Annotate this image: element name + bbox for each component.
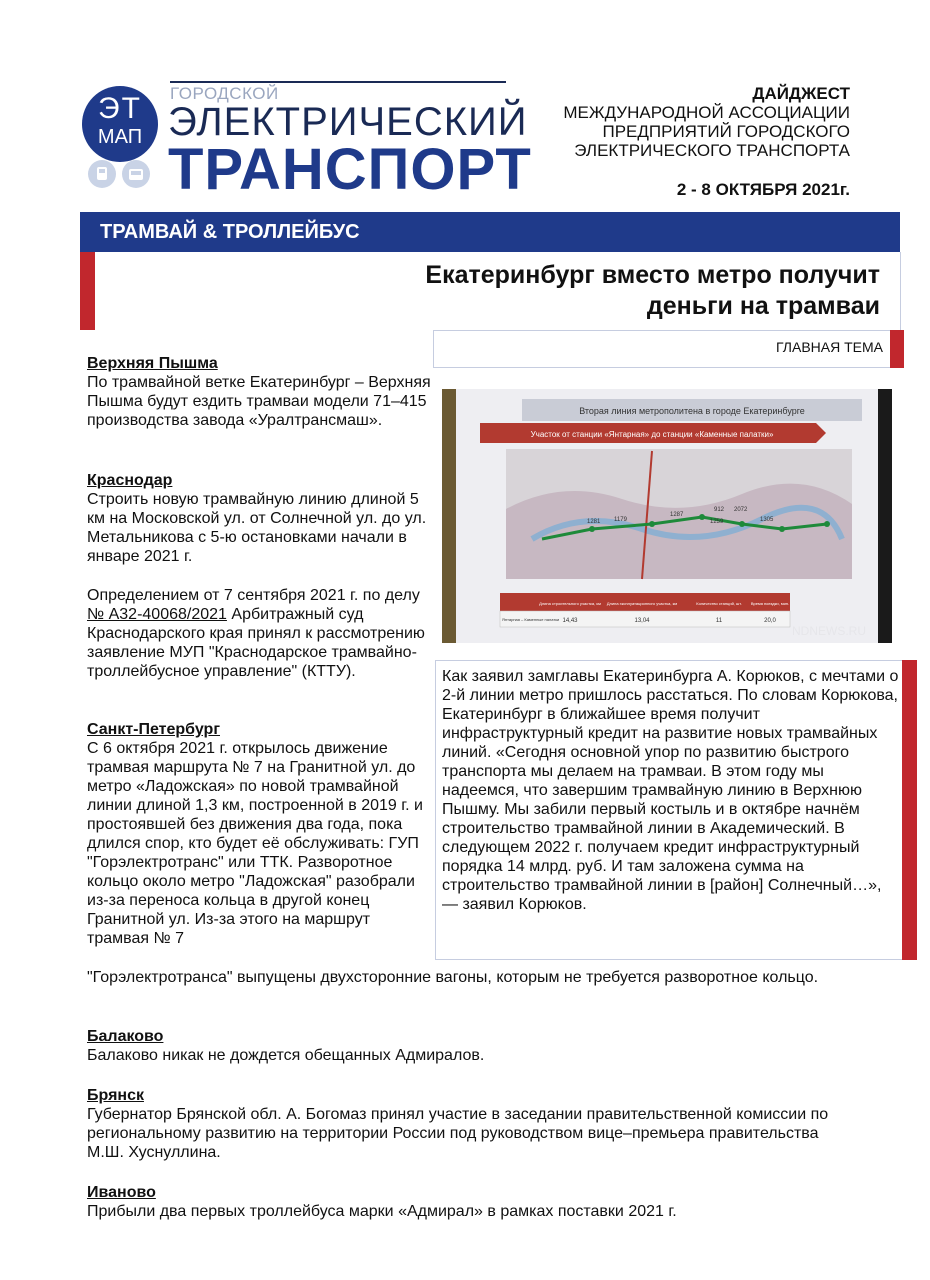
news-heading: Балаково xyxy=(87,1028,164,1045)
section-title: ТРАМВАЙ & ТРОЛЛЕЙБУС xyxy=(100,221,360,243)
news-text-continued: "Горэлектротранса" выпущены двухсторонние вагоны, которым не требуется разворотное кольцо. xyxy=(87,969,819,986)
news-item-verkhnyaya-pyshma xyxy=(87,354,435,430)
article-tag: ГЛАВНАЯ ТЕМА xyxy=(776,339,883,355)
map-table-value: 20,0 xyxy=(764,618,776,624)
map-table-value: 14,43 xyxy=(562,618,578,624)
map-watermark: NDNEWS.RU xyxy=(792,624,866,638)
map-station-label: 1259 xyxy=(710,519,724,525)
brand-big-text: ТРАНСПОРТ xyxy=(168,137,532,202)
news-item-ivanovo xyxy=(87,1183,847,1221)
news-text: Строить новую трамвайную линию длиной 5 км на Московской ул. от Солнечной ул. до ул. Метальникова с 5-ю остановками начали в январе 2021 г. xyxy=(87,491,427,565)
map-station-label: 1179 xyxy=(614,517,627,523)
trolleybus-icon xyxy=(122,160,150,188)
brand-rule xyxy=(170,81,506,83)
accent-bar xyxy=(890,330,904,368)
logo-bottom-text: МАП xyxy=(97,126,143,148)
brand-small-text: ГОРОДСКОЙ xyxy=(170,84,279,103)
news-item-bryansk xyxy=(87,1086,847,1162)
digest-block xyxy=(563,84,850,160)
map-table-col: Количество станций, шт. xyxy=(696,601,742,606)
map-table-value: 11 xyxy=(715,618,723,624)
map-station-label: 912 xyxy=(714,507,725,513)
news-text: С 6 октября 2021 г. открылось движение трамвая маршрута № 7 на Гранитной ул. до метро «Ладожская» по новой трамвайной линии длиной 1,3 км, построенной в 2019 г. и простоявшей без движения два года, пока длился спор, кто будет её обслуживать: ГУП "Горэлектротранс" или ТТК. Разворотное кольцо около метро "Ладожская" разобрали из-за переноса кольца в другой конец Гранитной ул. Из-за этого на маршрут трамвая № 7 xyxy=(87,740,423,947)
brand-mid-text: ЭЛЕКТРИЧЕСКИЙ xyxy=(168,100,528,144)
map-table-col: Длина эксплуатационного участка, км xyxy=(606,601,678,606)
accent-bar xyxy=(902,660,917,960)
article-title xyxy=(425,260,880,322)
map-table-col: Время поездки, мин. xyxy=(750,601,790,606)
news-text: Арбитражный суд Краснодарского края принял к рассмотрению заявление МУП "Краснодарское трамвайно-троллейбусное управление" (КТТУ). xyxy=(87,606,425,680)
digest-date: 2 - 8 ОКТЯБРЯ 2021г. xyxy=(676,180,850,199)
map-station-label: 1281 xyxy=(587,519,601,525)
digest-line: ЭЛЕКТРИЧЕСКОГО ТРАНСПОРТА xyxy=(574,141,850,160)
map-table-col: Длина строительного участка, км xyxy=(539,601,601,606)
map-header: Вторая линия метрополитена в городе Екатеринбурге xyxy=(579,406,805,416)
news-item-krasnodar xyxy=(87,471,435,566)
news-item-balakovo xyxy=(87,1027,847,1065)
map-subheader: Участок от станции «Янтарная» до станции «Каменные палатки» xyxy=(530,430,774,439)
digest-line: ПРЕДПРИЯТИЙ ГОРОДСКОГО xyxy=(602,122,850,141)
article-title-line: Екатеринбург вместо метро получит xyxy=(425,261,880,289)
digest-line: МЕЖДУНАРОДНОЙ АССОЦИАЦИИ xyxy=(563,103,850,122)
association-logo xyxy=(82,86,158,162)
news-text: По трамвайной ветке Екатеринбург – Верхняя Пышма будут ездить трамваи модели 71–415 производства завода «Уралтрансмаш». xyxy=(87,374,431,429)
news-item-spb xyxy=(87,720,435,948)
digest-title: ДАЙДЖЕСТ xyxy=(752,84,850,103)
news-text: Определением от 7 сентября 2021 г. по делу xyxy=(87,587,420,604)
map-table-value: 13,04 xyxy=(634,618,650,624)
news-heading: Иваново xyxy=(87,1184,156,1201)
tram-icon xyxy=(88,160,116,188)
map-station-label: 2072 xyxy=(734,507,748,513)
news-heading: Краснодар xyxy=(87,472,173,489)
metro-map-image xyxy=(442,389,892,643)
map-station-label: 1305 xyxy=(760,517,774,523)
article-quote: Как заявил замглавы Екатеринбурга А. Корюков, с мечтами о 2-й линии метро пришлось расстаться. По словам Корюкова, Екатеринбург в ближайшее время получит инфраструктурный кредит на развитие новых трамвайных линий. «Сегодня основной упор по развитию быстрого транспорта мы делаем на трамваи. В этом году мы надеемся, что завершим трамвайную линию в Верхнюю Пышму. Мы забили первый костыль и в октябре начнём строительство трамвайной линии в Академический. В следующем 2022 г. получаем кредит инфраструктурный порядка 14 млрд. руб. И там заложена сумма на строительство трамвайной линии в [район] Солнечный…», — заявил Корюков. xyxy=(442,668,899,913)
logo-top-text: ЭТ xyxy=(98,92,142,125)
map-table-row-label: Янтарная – Каменные палатки xyxy=(502,617,560,622)
news-text: Прибыли два первых троллейбуса марки «Адмирал» в рамках поставки 2021 г. xyxy=(87,1203,677,1220)
accent-bar xyxy=(80,252,95,330)
news-heading: Брянск xyxy=(87,1087,144,1104)
section-band xyxy=(80,212,900,252)
news-item-krasnodar-court xyxy=(87,586,435,681)
news-text: Губернатор Брянской обл. А. Богомаз принял участие в заседании правительственной комиссии по региональному развитию на территории России под руководством вице–премьера правительства М.Ш. Хуснуллина. xyxy=(87,1106,829,1161)
case-link[interactable]: № А32-40068/2021 xyxy=(87,606,227,623)
article-title-line: деньги на трамваи xyxy=(646,292,880,320)
news-text: Балаково никак не дождется обещанных Адмиралов. xyxy=(87,1047,485,1064)
news-heading: Санкт-Петербург xyxy=(87,721,220,738)
news-heading: Верхняя Пышма xyxy=(87,355,218,372)
map-station-label: 1287 xyxy=(670,512,684,518)
